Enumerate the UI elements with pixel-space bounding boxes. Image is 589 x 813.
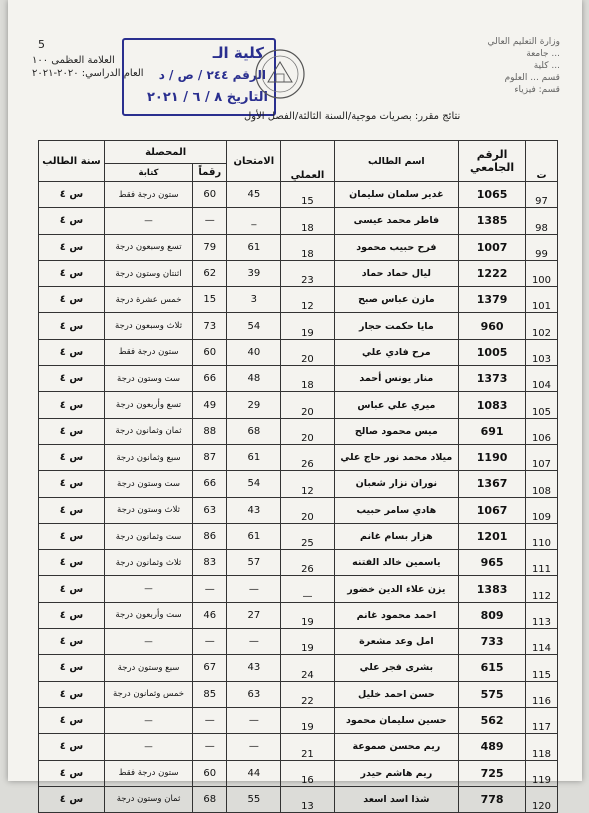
student-name: شذا اسد اسعد: [334, 786, 459, 812]
total-number: —: [193, 707, 227, 733]
total-number: 87: [193, 444, 227, 470]
header-total: المحصلة: [104, 141, 226, 164]
row-number: 99: [525, 234, 557, 260]
student-id: 1373: [459, 366, 526, 392]
table-row: [39, 786, 558, 812]
total-words: ثمان وستون درجة: [104, 786, 192, 812]
row-number: 111: [525, 550, 557, 576]
total-words: ستون درجة فقط: [104, 182, 192, 208]
practical-mark: 12: [281, 287, 334, 313]
student-year: س ٤: [39, 260, 105, 286]
student-year: س ٤: [39, 576, 105, 602]
student-name: نوران نزار شعبان: [334, 471, 459, 497]
exam-mark: —: [227, 734, 281, 760]
total-words: تسع وسبعون درجة: [104, 234, 192, 260]
page-number: 5: [38, 38, 45, 51]
total-number: 66: [193, 471, 227, 497]
student-year: س ٤: [39, 602, 105, 628]
header-practical: العملي: [281, 141, 334, 182]
student-id: 691: [459, 418, 526, 444]
table-row: [39, 287, 558, 313]
exam-mark: 29: [227, 392, 281, 418]
practical-mark: 19: [281, 629, 334, 655]
student-id: 1067: [459, 497, 526, 523]
total-number: 66: [193, 366, 227, 392]
row-number: 103: [525, 339, 557, 365]
exam-mark: —: [227, 707, 281, 733]
student-year: س ٤: [39, 655, 105, 681]
stamp-date: التاريخ ٨ / ٦ / ٢٠٢١: [146, 90, 268, 105]
student-year: س ٤: [39, 681, 105, 707]
student-id: 615: [459, 655, 526, 681]
total-words: ست وثمانون درجة: [104, 523, 192, 549]
total-number: 62: [193, 260, 227, 286]
header-total-words: كتابة: [104, 164, 192, 182]
total-words: اثنتان وستون درجة: [104, 260, 192, 286]
table-row: [39, 418, 558, 444]
practical-mark: —: [281, 576, 334, 602]
row-number: 109: [525, 497, 557, 523]
total-number: 85: [193, 681, 227, 707]
row-number: 100: [525, 260, 557, 286]
student-name: بشرى فجر علي: [334, 655, 459, 681]
student-name: امل وعد مشعرة: [334, 629, 459, 655]
exam-mark: 54: [227, 313, 281, 339]
exam-mark: 39: [227, 260, 281, 286]
row-number: 107: [525, 444, 557, 470]
total-words: خمس عشرة درجة: [104, 287, 192, 313]
header-student-name: اسم الطالب: [334, 141, 459, 182]
row-number: 102: [525, 313, 557, 339]
practical-mark: 26: [281, 550, 334, 576]
row-number: 110: [525, 523, 557, 549]
table-row: [39, 707, 558, 733]
total-number: 49: [193, 392, 227, 418]
total-number: 73: [193, 313, 227, 339]
stamp-college: كلية الـ: [212, 44, 264, 62]
exam-mark: —: [227, 629, 281, 655]
table-row: [39, 366, 558, 392]
total-words: ستون درجة فقط: [104, 760, 192, 786]
header-student-year: سنة الطالب: [39, 141, 105, 182]
exam-mark: 54: [227, 471, 281, 497]
total-number: 68: [193, 786, 227, 812]
total-number: —: [193, 208, 227, 234]
total-words: سبع وستون درجة: [104, 655, 192, 681]
table-row: [39, 208, 558, 234]
table-body: [39, 182, 558, 813]
student-id: 1201: [459, 523, 526, 549]
university-line: جامعة ...: [526, 49, 560, 59]
total-words: ثلاث وثمانون درجة: [104, 550, 192, 576]
total-words: —: [104, 629, 192, 655]
total-number: 86: [193, 523, 227, 549]
practical-mark: 23: [281, 260, 334, 286]
exam-mark: 63: [227, 681, 281, 707]
exam-mark: 61: [227, 234, 281, 260]
practical-mark: 21: [281, 734, 334, 760]
student-name: احمد محمود غانم: [334, 602, 459, 628]
total-words: —: [104, 208, 192, 234]
student-name: ريم محسن صموعة: [334, 734, 459, 760]
total-number: 63: [193, 497, 227, 523]
total-words: ثمان وثمانون درجة: [104, 418, 192, 444]
total-number: —: [193, 576, 227, 602]
row-number: 106: [525, 418, 557, 444]
table-row: [39, 444, 558, 470]
student-id: 1379: [459, 287, 526, 313]
stamp-number: الرقم ٢٤٤ / ص / د: [158, 68, 266, 82]
total-number: 67: [193, 655, 227, 681]
exam-mark: _: [227, 208, 281, 234]
student-name: حسن احمد خليل: [334, 681, 459, 707]
university-header: [450, 36, 560, 96]
exam-mark: 61: [227, 523, 281, 549]
header-student-id: الرقم الجامعي: [459, 141, 526, 182]
exam-mark: 55: [227, 786, 281, 812]
max-mark: العلامة العظمى ١٠٠: [32, 55, 115, 66]
student-year: س ٤: [39, 287, 105, 313]
practical-mark: 18: [281, 234, 334, 260]
row-number: 119: [525, 760, 557, 786]
student-year: س ٤: [39, 734, 105, 760]
official-stamp: [122, 38, 276, 116]
row-number: 117: [525, 707, 557, 733]
table-row: [39, 182, 558, 208]
total-words: ثلاث وستون درجة: [104, 497, 192, 523]
exam-mark: 48: [227, 366, 281, 392]
practical-mark: 22: [281, 681, 334, 707]
student-name: مازن عباس صبح: [334, 287, 459, 313]
total-number: 83: [193, 550, 227, 576]
exam-mark: 57: [227, 550, 281, 576]
practical-mark: 20: [281, 339, 334, 365]
student-name: ميلاد محمد نور حاج علي: [334, 444, 459, 470]
student-name: ريم هاشم حيدر: [334, 760, 459, 786]
practical-mark: 20: [281, 392, 334, 418]
table-row: [39, 260, 558, 286]
total-number: 79: [193, 234, 227, 260]
total-words: ست وستون درجة: [104, 366, 192, 392]
total-number: —: [193, 734, 227, 760]
student-id: 733: [459, 629, 526, 655]
practical-mark: 19: [281, 313, 334, 339]
student-year: س ٤: [39, 418, 105, 444]
university-seal-icon: [254, 48, 306, 100]
table-row: [39, 497, 558, 523]
row-number: 101: [525, 287, 557, 313]
exam-mark: 3: [227, 287, 281, 313]
row-number: 115: [525, 655, 557, 681]
student-year: س ٤: [39, 550, 105, 576]
student-name: ليال حماد حماد: [334, 260, 459, 286]
student-name: منار يونس أحمد: [334, 366, 459, 392]
academic-year: العام الدراسي: ٢٠٢٠-٢٠٢١: [32, 68, 144, 79]
total-number: —: [193, 629, 227, 655]
total-words: ستون درجة فقط: [104, 339, 192, 365]
student-year: س ٤: [39, 629, 105, 655]
student-id: 1367: [459, 471, 526, 497]
header-exam: الامتحان: [227, 141, 281, 182]
table-row: [39, 392, 558, 418]
university-line: قسم: فيزياء: [514, 85, 560, 95]
row-number: 108: [525, 471, 557, 497]
table-row: [39, 339, 558, 365]
university-line: كلية ...: [533, 61, 560, 71]
course-subtitle: نتائج مقرر: بصريات موجية/السنة الثالثة/الفصل الأول: [244, 111, 461, 122]
exam-mark: 43: [227, 497, 281, 523]
student-id: 1190: [459, 444, 526, 470]
student-id: 809: [459, 602, 526, 628]
student-name: هادي سامر حبيب: [334, 497, 459, 523]
student-id: 1083: [459, 392, 526, 418]
practical-mark: 16: [281, 760, 334, 786]
university-line: قسم ... العلوم: [504, 73, 560, 83]
student-name: يزن علاء الدين خضور: [334, 576, 459, 602]
total-words: —: [104, 734, 192, 760]
student-year: س ٤: [39, 471, 105, 497]
row-number: 113: [525, 602, 557, 628]
grades-table: [38, 140, 558, 813]
practical-mark: 18: [281, 366, 334, 392]
practical-mark: 19: [281, 602, 334, 628]
total-number: 60: [193, 760, 227, 786]
table-row: [39, 550, 558, 576]
student-id: 725: [459, 760, 526, 786]
row-number: 118: [525, 734, 557, 760]
student-id: 778: [459, 786, 526, 812]
row-number: 112: [525, 576, 557, 602]
student-id: 1383: [459, 576, 526, 602]
student-year: س ٤: [39, 234, 105, 260]
practical-mark: 12: [281, 471, 334, 497]
total-number: 88: [193, 418, 227, 444]
student-name: فرح حبيب محمود: [334, 234, 459, 260]
student-year: س ٤: [39, 786, 105, 812]
row-number: 97: [525, 182, 557, 208]
student-id: 1222: [459, 260, 526, 286]
student-year: س ٤: [39, 497, 105, 523]
student-name: فاطر محمد عيسى: [334, 208, 459, 234]
student-id: 1385: [459, 208, 526, 234]
student-year: س ٤: [39, 444, 105, 470]
student-id: 1065: [459, 182, 526, 208]
student-id: 489: [459, 734, 526, 760]
practical-mark: 25: [281, 523, 334, 549]
student-id: 575: [459, 681, 526, 707]
table-row: [39, 760, 558, 786]
university-line: وزارة التعليم العالي: [487, 37, 560, 47]
table-row: [39, 523, 558, 549]
practical-mark: 19: [281, 707, 334, 733]
student-year: س ٤: [39, 366, 105, 392]
student-year: س ٤: [39, 760, 105, 786]
practical-mark: 20: [281, 418, 334, 444]
student-name: هزار بسام غانم: [334, 523, 459, 549]
table-row: [39, 629, 558, 655]
exam-mark: 45: [227, 182, 281, 208]
student-year: س ٤: [39, 182, 105, 208]
exam-mark: 43: [227, 655, 281, 681]
exam-mark: 68: [227, 418, 281, 444]
exam-mark: 40: [227, 339, 281, 365]
table-row: [39, 576, 558, 602]
practical-mark: 18: [281, 208, 334, 234]
student-name: ميري علي عباس: [334, 392, 459, 418]
total-number: 15: [193, 287, 227, 313]
student-year: س ٤: [39, 313, 105, 339]
table-row: [39, 655, 558, 681]
total-words: ست وستون درجة: [104, 471, 192, 497]
total-words: تسع وأربعون درجة: [104, 392, 192, 418]
total-words: —: [104, 707, 192, 733]
exam-mark: 27: [227, 602, 281, 628]
practical-mark: 26: [281, 444, 334, 470]
total-words: ثلاث وسبعون درجة: [104, 313, 192, 339]
row-number: 105: [525, 392, 557, 418]
student-name: غدير سلمان سليمان: [334, 182, 459, 208]
row-number: 116: [525, 681, 557, 707]
table-row: [39, 313, 558, 339]
total-words: ست وأربعون درجة: [104, 602, 192, 628]
student-name: ميس محمود صالح: [334, 418, 459, 444]
practical-mark: 24: [281, 655, 334, 681]
student-year: س ٤: [39, 523, 105, 549]
row-number: 120: [525, 786, 557, 812]
practical-mark: 20: [281, 497, 334, 523]
total-words: خمس وثمانون درجة: [104, 681, 192, 707]
exam-mark: 44: [227, 760, 281, 786]
student-id: 1007: [459, 234, 526, 260]
practical-mark: 13: [281, 786, 334, 812]
header-total-number: رقماً: [193, 164, 227, 182]
total-words: —: [104, 576, 192, 602]
student-id: 960: [459, 313, 526, 339]
table-row: [39, 734, 558, 760]
student-year: س ٤: [39, 707, 105, 733]
row-number: 104: [525, 366, 557, 392]
exam-mark: —: [227, 576, 281, 602]
total-number: 60: [193, 339, 227, 365]
student-year: س ٤: [39, 208, 105, 234]
student-year: س ٤: [39, 339, 105, 365]
practical-mark: 15: [281, 182, 334, 208]
student-name: ياسمين خالد الفتنه: [334, 550, 459, 576]
table-row: [39, 234, 558, 260]
exam-mark: 61: [227, 444, 281, 470]
table-row: [39, 602, 558, 628]
table-row: [39, 471, 558, 497]
total-number: 60: [193, 182, 227, 208]
student-year: س ٤: [39, 392, 105, 418]
student-id: 1005: [459, 339, 526, 365]
student-id: 965: [459, 550, 526, 576]
student-name: مرح فادي علي: [334, 339, 459, 365]
student-name: مايا حكمت حجار: [334, 313, 459, 339]
total-words: سبع وثمانون درجة: [104, 444, 192, 470]
table-row: [39, 681, 558, 707]
row-number: 98: [525, 208, 557, 234]
student-name: حسين سليمان محمود: [334, 707, 459, 733]
student-id: 562: [459, 707, 526, 733]
total-number: 46: [193, 602, 227, 628]
row-number: 114: [525, 629, 557, 655]
header-no: ت: [525, 141, 557, 182]
